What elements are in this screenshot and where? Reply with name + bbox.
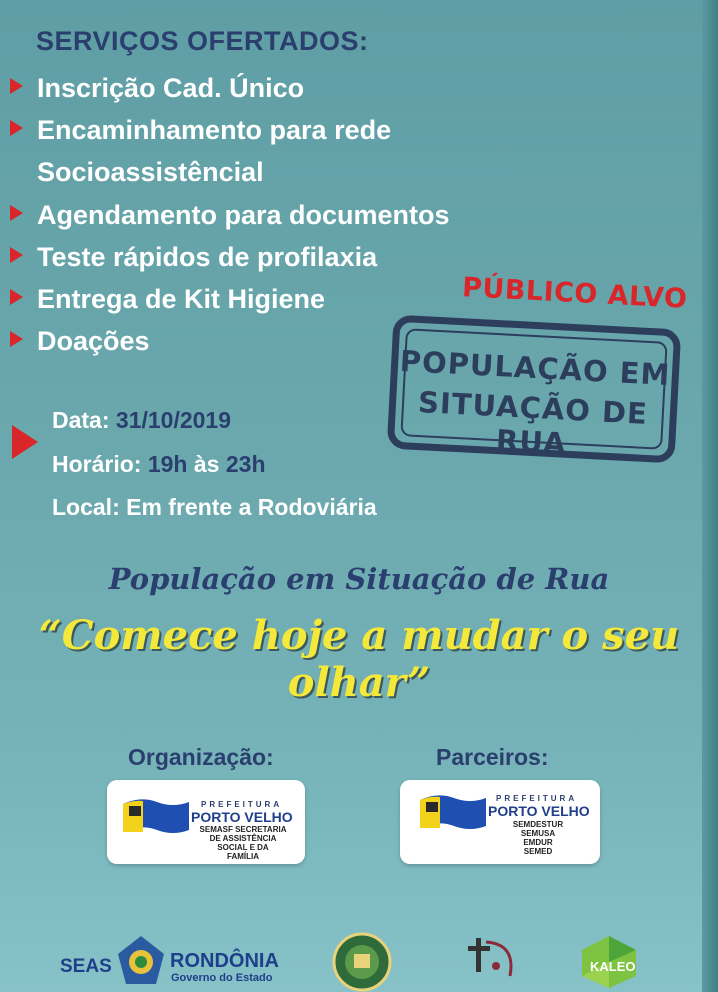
bullet-arrow-icon xyxy=(10,120,23,136)
seas-logo-text: SEAS xyxy=(60,956,112,977)
partners-heading: Parceiros: xyxy=(436,744,549,770)
stamp-line-1: POPULAÇÃO EM xyxy=(399,343,672,393)
bullet-arrow-icon xyxy=(10,289,23,305)
service-item: Doações xyxy=(10,326,150,357)
info-arrow-icon xyxy=(12,425,38,459)
organization-heading: Organização: xyxy=(128,744,274,770)
organization-secretariat: SEMASF SECRETARIA DE ASSISTÊNCIA SOCIAL E DA FAMÍLIA xyxy=(199,825,287,861)
kaleo-logo-text: KALEO xyxy=(590,959,636,974)
bullet-arrow-icon xyxy=(10,205,23,221)
city-name: PORTO VELHO xyxy=(488,803,590,819)
right-edge-strip xyxy=(702,0,718,992)
event-place: Local: Em frente a Rodoviária xyxy=(52,494,377,520)
city-name: PORTO VELHO xyxy=(191,809,293,825)
target-audience-stamp xyxy=(387,315,682,464)
rondonia-coat-of-arms-icon xyxy=(116,934,166,988)
state-government-text: Governo do Estado xyxy=(171,972,273,984)
prefeitura-label: PREFEITURA xyxy=(201,800,283,809)
service-item: Encaminhamento para rede xyxy=(10,115,391,146)
target-audience-label: PÚBLICO ALVO xyxy=(461,272,689,315)
partners-logo-card xyxy=(400,780,600,864)
stamp-line-2: SITUAÇÃO DE RUA xyxy=(417,384,649,461)
partner-secretariats: SEMDESTUR SEMUSA EMDUR SEMED xyxy=(512,820,564,856)
prefeitura-label: PREFEITURA xyxy=(496,794,578,803)
round-seal-icon xyxy=(332,932,392,992)
bullet-arrow-icon xyxy=(10,247,23,263)
event-date: Data: 31/10/2019 xyxy=(52,407,232,433)
service-item-continuation: Socioassistêncial xyxy=(37,157,264,187)
bullet-arrow-icon xyxy=(10,78,23,94)
footer-logos xyxy=(0,924,718,992)
rondonia-logo-text: RONDÔNIA xyxy=(170,950,279,972)
service-item: Agendamento para documentos xyxy=(10,200,450,231)
slogan-quote: “Comece hoje a mudar o seu olhar” xyxy=(38,612,680,706)
service-item: Inscrição Cad. Único xyxy=(10,73,304,104)
organization-logo-card xyxy=(107,780,305,864)
service-item: Teste rápidos de profilaxia xyxy=(10,242,377,273)
slogan-subtitle: População em Situação de Rua xyxy=(108,562,610,596)
service-item: Entrega de Kit Higiene xyxy=(10,284,325,315)
bullet-arrow-icon xyxy=(10,331,23,347)
porto-velho-flag-icon xyxy=(121,794,191,838)
porto-velho-flag-icon xyxy=(418,790,488,834)
cross-ministry-logo-icon xyxy=(458,932,524,992)
event-time: Horário: 19h às 23h xyxy=(52,451,266,477)
services-title: SERVIÇOS OFERTADOS: xyxy=(36,26,369,56)
